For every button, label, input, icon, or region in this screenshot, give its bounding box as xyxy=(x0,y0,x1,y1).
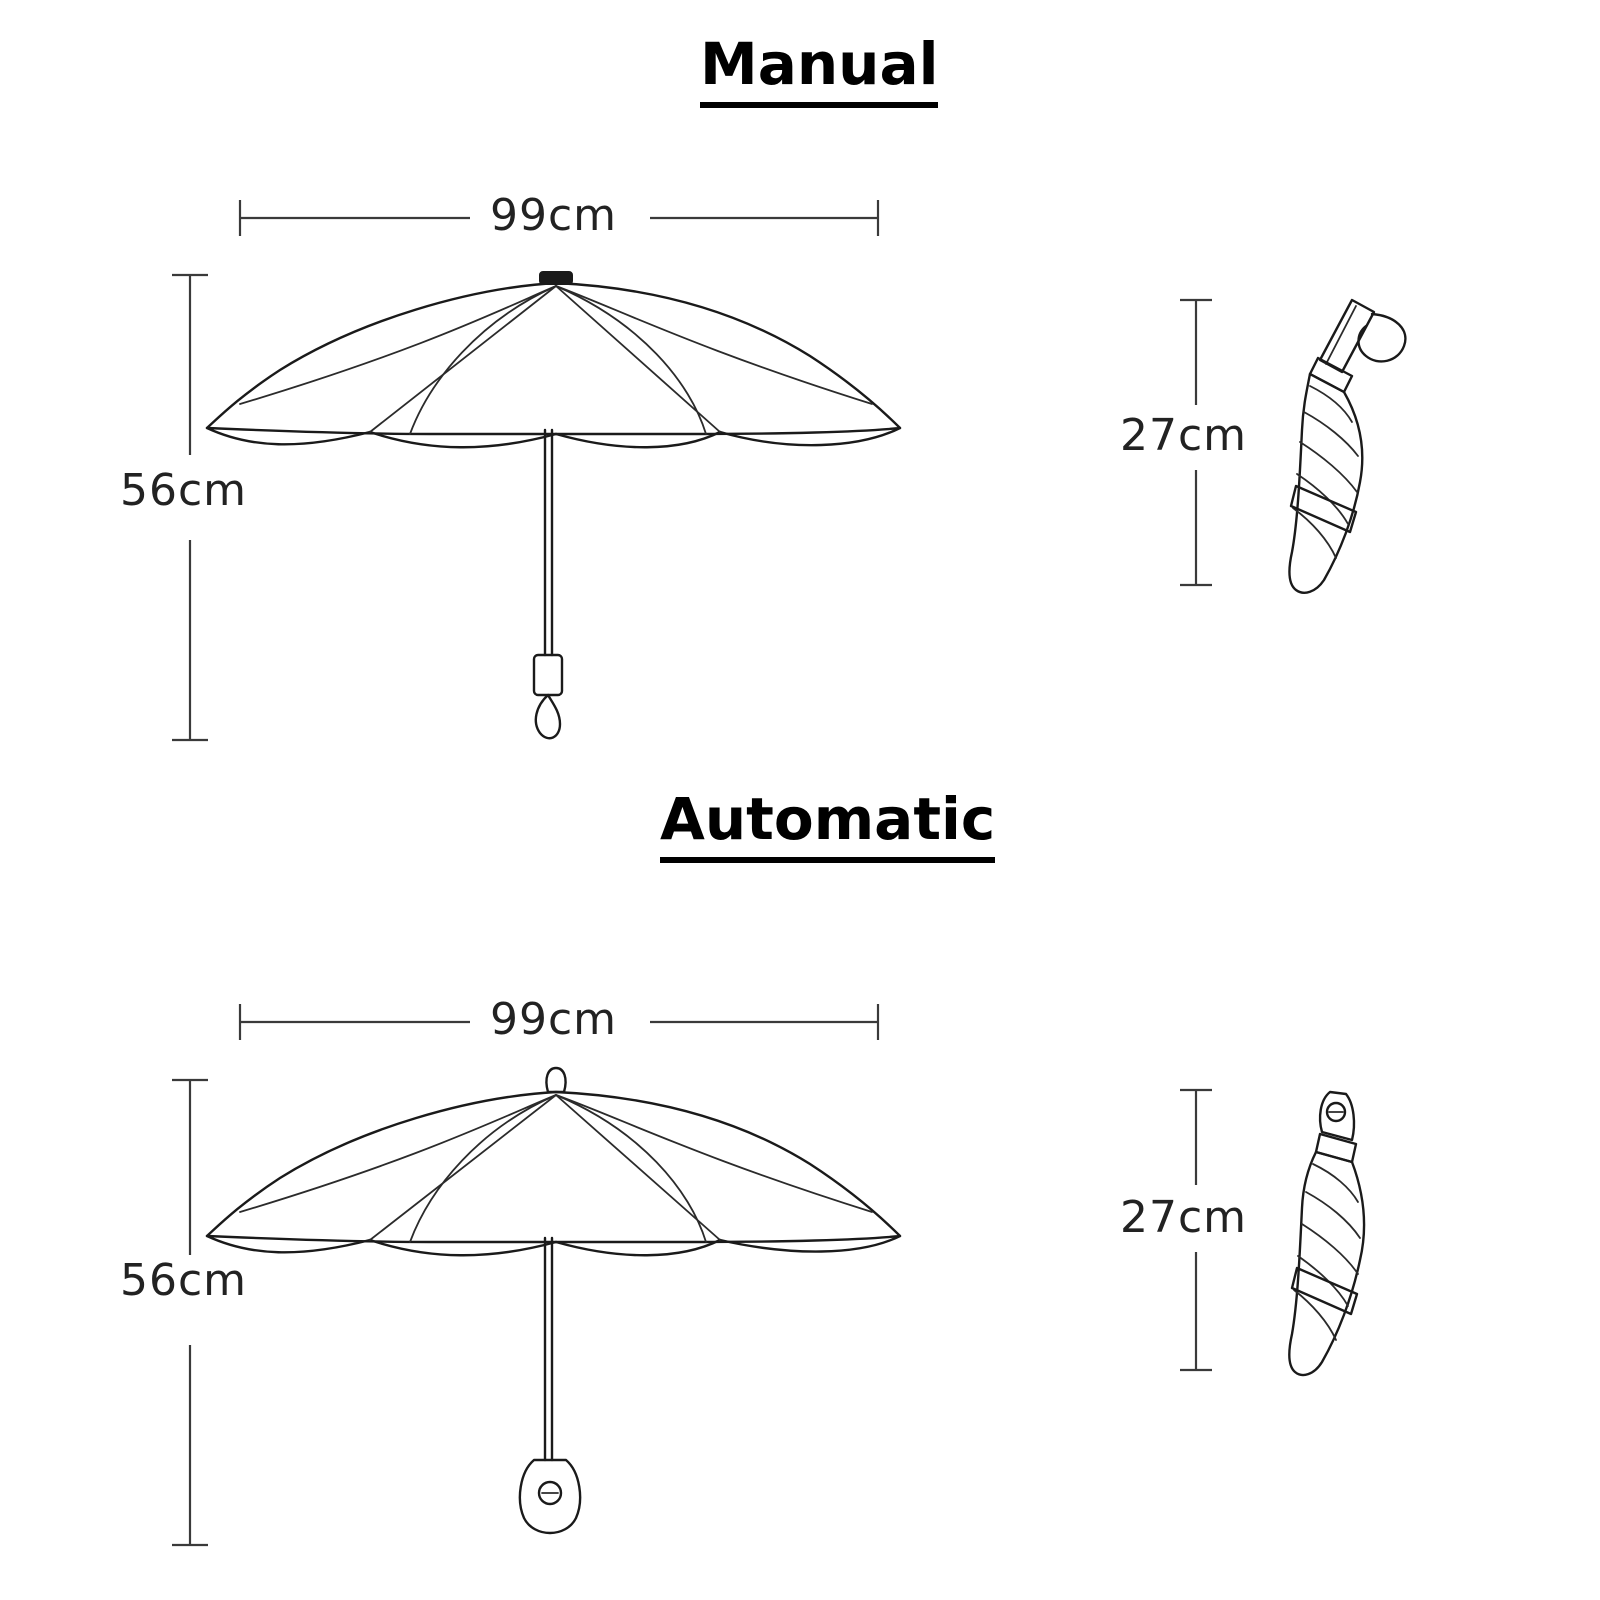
automatic-height-label: 56cm xyxy=(120,1255,248,1306)
section-title-automatic xyxy=(660,785,995,863)
section-title-automatic-text: Automatic xyxy=(660,785,995,863)
automatic-height-dimension-line xyxy=(172,1080,208,1545)
section-title-manual-text: Manual xyxy=(700,30,938,108)
manual-folded-height-label: 27cm xyxy=(1120,410,1248,461)
manual-height-label: 56cm xyxy=(120,465,248,516)
automatic-folded-height-label: 27cm xyxy=(1120,1192,1248,1243)
section-title-manual xyxy=(700,30,938,108)
automatic-width-label: 99cm xyxy=(490,994,618,1045)
manual-width-label: 99cm xyxy=(490,190,618,241)
